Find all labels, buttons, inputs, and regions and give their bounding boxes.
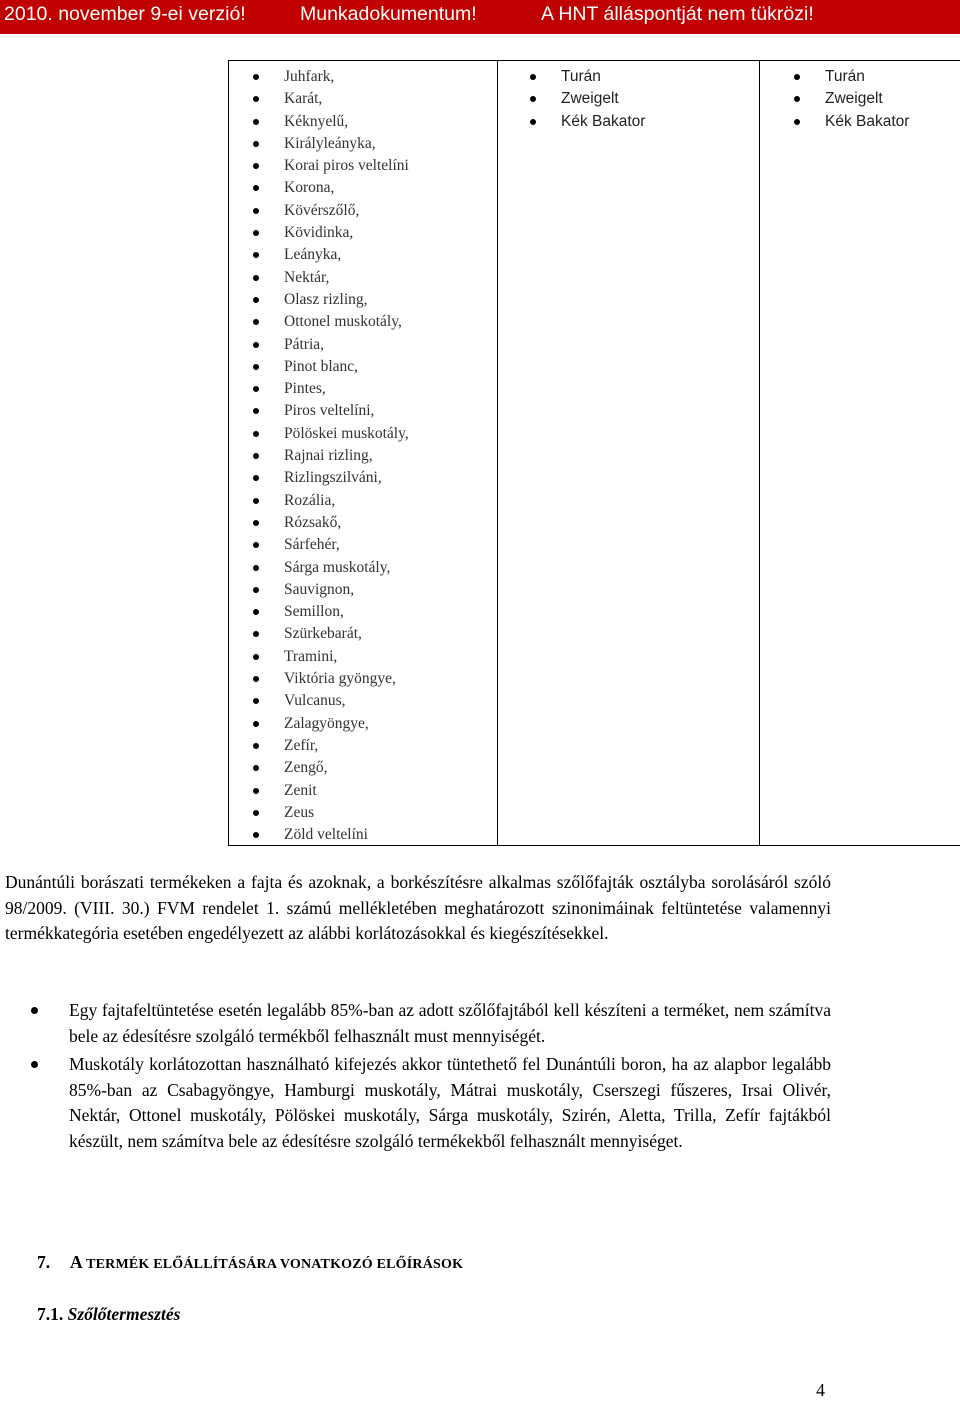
bullet-icon xyxy=(253,96,259,102)
list-item xyxy=(284,244,409,266)
bullet-icon xyxy=(253,765,259,771)
table-cell-red-varieties-b xyxy=(759,60,960,846)
bullet-icon xyxy=(253,542,259,548)
bullet-icon xyxy=(794,119,800,125)
list-item xyxy=(284,88,409,110)
list-item xyxy=(284,177,409,199)
restriction-list xyxy=(69,998,831,1154)
bullet-icon xyxy=(253,520,259,526)
list-item xyxy=(284,200,409,222)
list-item-label: Olasz rizling, xyxy=(284,290,368,308)
list-item-label: Vulcanus, xyxy=(284,692,346,710)
bullet-icon xyxy=(530,119,536,125)
list-item-label: Rozália, xyxy=(284,491,336,509)
list-item-label: Sárga muskotály, xyxy=(284,558,391,576)
list-item-label: Zeus xyxy=(284,803,315,821)
list-item-label: Kövidinka, xyxy=(284,224,354,242)
section-7-heading xyxy=(37,1252,463,1273)
table-cell-red-varieties-a xyxy=(497,60,760,846)
list-item xyxy=(561,66,645,88)
bullet-icon xyxy=(530,74,536,80)
list-item-label: Kék Bakator xyxy=(825,112,910,130)
variety-list xyxy=(284,66,409,846)
list-item xyxy=(284,400,409,422)
table-cell-varieties xyxy=(228,60,498,846)
bullet-icon xyxy=(253,743,259,749)
list-item-label: Turán xyxy=(561,68,601,85)
list-item xyxy=(284,579,409,601)
list-item xyxy=(561,111,645,133)
list-item-label: Sárfehér, xyxy=(284,536,340,554)
list-item xyxy=(284,490,409,512)
list-item-label: Királyleányka, xyxy=(284,134,376,152)
bullet-icon xyxy=(31,1061,38,1068)
list-item-label: Rózsakő, xyxy=(284,513,342,531)
bullet-icon xyxy=(253,185,259,191)
variety-table xyxy=(228,60,960,846)
list-item-label: Rizlingszilváni, xyxy=(284,469,382,487)
list-item-label: Juhfark, xyxy=(284,68,335,85)
list-item xyxy=(284,356,409,378)
list-item xyxy=(284,646,409,668)
list-item xyxy=(284,155,409,177)
list-item xyxy=(284,713,409,735)
bullet-icon xyxy=(253,342,259,348)
list-item xyxy=(284,267,409,289)
document-header xyxy=(0,0,960,34)
list-item xyxy=(284,66,409,88)
bullet-icon xyxy=(253,788,259,794)
list-item xyxy=(284,735,409,757)
list-item xyxy=(284,757,409,779)
bullet-icon xyxy=(253,587,259,593)
list-item-label: Zweigelt xyxy=(825,90,883,108)
bullet-icon xyxy=(253,498,259,504)
list-item: Muskotály korlátozottan használható kifejezés akkor tüntethető fel Dunántúli boron, ha az alapbor legalább 85%-ban az Csabagyöngye, Hamburgi muskotály, Mátrai muskotály, Cserszegi fűszeres, Irsai Olivér, Nektár, Ottonel muskotály, Pölöskei muskotály, Sárga muskotály, Szirén, Aletta, Trilla, Zefír fajtákból készült, nem számítva bele az édesítésre szolgáló termékekből felhasznált mennyiséget. xyxy=(69,1052,831,1154)
list-item xyxy=(284,668,409,690)
section-title: TERMÉK ELŐÁLLÍTÁSÁRA VONATKOZÓ ELŐÍRÁSOK xyxy=(86,1257,464,1272)
list-item-label: Korona, xyxy=(284,179,335,197)
list-item-label: Zweigelt xyxy=(561,90,619,108)
list-item-label: Pinot blanc, xyxy=(284,357,359,375)
bullet-icon xyxy=(253,408,259,414)
list-item-label: Zenit xyxy=(284,781,317,799)
list-item xyxy=(284,534,409,556)
list-item-label: Sauvignon, xyxy=(284,580,355,598)
bullet-icon xyxy=(253,631,259,637)
list-item xyxy=(284,467,409,489)
bullet-icon xyxy=(253,119,259,125)
list-item-label: Ottonel muskotály, xyxy=(284,313,402,331)
list-item-label: Tramini, xyxy=(284,647,338,665)
list-item-label: Kék Bakator xyxy=(561,112,646,130)
section-7-1-heading xyxy=(37,1304,180,1325)
list-item xyxy=(284,111,409,133)
list-item-label: Szürkebarát, xyxy=(284,625,362,643)
section-number: 7. xyxy=(37,1252,51,1272)
bullet-icon xyxy=(253,163,259,169)
bullet-icon xyxy=(530,96,536,102)
list-item xyxy=(284,557,409,579)
list-item xyxy=(284,802,409,824)
header-version: 2010. november 9-ei verzió! xyxy=(4,3,246,25)
red-variety-list-a xyxy=(561,66,645,133)
list-item-label: Leányka, xyxy=(284,246,342,264)
bullet-icon xyxy=(253,252,259,258)
bullet-icon xyxy=(253,676,259,682)
list-item-label: Kéknyelű, xyxy=(284,112,349,130)
list-item xyxy=(284,222,409,244)
bullet-icon xyxy=(253,364,259,370)
list-item xyxy=(561,88,645,110)
list-item: Egy fajtafeltüntetése esetén legalább 85%-ban az adott szőlőfajtából kell készíteni a terméket, nem számítva bele az édesítésre szolgáló termékből felhasznált must mennyiségét. xyxy=(69,998,831,1049)
list-item-label: Turán xyxy=(825,68,865,85)
list-item-label: Karát, xyxy=(284,90,323,108)
list-item xyxy=(284,690,409,712)
list-item xyxy=(284,334,409,356)
bullet-icon xyxy=(253,832,259,838)
list-item-label: Semillon, xyxy=(284,603,344,621)
bullet-icon xyxy=(253,319,259,325)
bullet-icon xyxy=(253,453,259,459)
bullet-icon xyxy=(253,698,259,704)
list-item xyxy=(284,378,409,400)
list-item-label: Kövérszőlő, xyxy=(284,201,360,219)
list-item-label: Nektár, xyxy=(284,268,330,286)
list-item xyxy=(284,445,409,467)
section-title-initial: A xyxy=(70,1252,82,1272)
list-item xyxy=(825,66,909,88)
list-item-label: Zengő, xyxy=(284,759,328,777)
bullet-icon xyxy=(253,141,259,147)
list-item xyxy=(284,512,409,534)
bullet-icon xyxy=(794,96,800,102)
list-item xyxy=(284,601,409,623)
bullet-icon xyxy=(253,230,259,236)
bullet-icon xyxy=(253,74,259,80)
list-item xyxy=(284,289,409,311)
list-item xyxy=(284,311,409,333)
subsection-title: Szőlőtermesztés xyxy=(67,1304,181,1324)
list-item-label: Pintes, xyxy=(284,380,326,398)
bullet-icon xyxy=(253,275,259,281)
list-item xyxy=(284,133,409,155)
list-item-label: Zöld veltelíni xyxy=(284,826,368,844)
list-item-label: Korai piros veltelíni xyxy=(284,157,409,175)
bullet-icon xyxy=(794,74,800,80)
bullet-icon xyxy=(31,1007,38,1014)
bullet-icon xyxy=(253,386,259,392)
list-item xyxy=(284,423,409,445)
bullet-icon xyxy=(253,609,259,615)
list-item-label: Zalagyöngye, xyxy=(284,714,369,732)
list-item xyxy=(284,824,409,846)
list-item xyxy=(825,88,909,110)
list-item-label: Pölöskei muskotály, xyxy=(284,424,409,442)
bullet-icon xyxy=(253,208,259,214)
bullet-icon xyxy=(253,654,259,660)
list-item xyxy=(284,780,409,802)
list-item-label: Piros veltelíni, xyxy=(284,402,375,420)
header-working-document: Munkadokumentum! xyxy=(300,3,477,25)
page-number: 4 xyxy=(816,1380,825,1400)
bullet-icon xyxy=(253,475,259,481)
synonym-paragraph: Dunántúli borászati termékeken a fajta és azoknak, a borkészítésre alkalmas szőlőfajták osztályba sorolásáról szóló 98/2009. (VIII. 30.) FVM rendelet 1. számú mellékletében meghatározott szinonimáinak feltüntetése valamennyi termékkategória esetében engedélyezett az alábbi korlátozásokkal és kiegészítésekkel. xyxy=(5,872,831,944)
header-disclaimer: A HNT álláspontját nem tükrözi! xyxy=(541,3,814,25)
list-item xyxy=(825,111,909,133)
bullet-icon xyxy=(253,565,259,571)
list-item xyxy=(284,623,409,645)
bullet-icon xyxy=(253,431,259,437)
bullet-icon xyxy=(253,297,259,303)
list-item-label: Zefír, xyxy=(284,736,319,754)
subsection-number: 7.1. xyxy=(37,1304,64,1324)
list-item-label: Pátria, xyxy=(284,335,325,353)
list-item-label: Rajnai rizling, xyxy=(284,447,373,465)
list-item-label: Viktória gyöngye, xyxy=(284,670,396,688)
bullet-icon xyxy=(253,810,259,816)
bullet-icon xyxy=(253,721,259,727)
red-variety-list-b xyxy=(825,66,909,133)
